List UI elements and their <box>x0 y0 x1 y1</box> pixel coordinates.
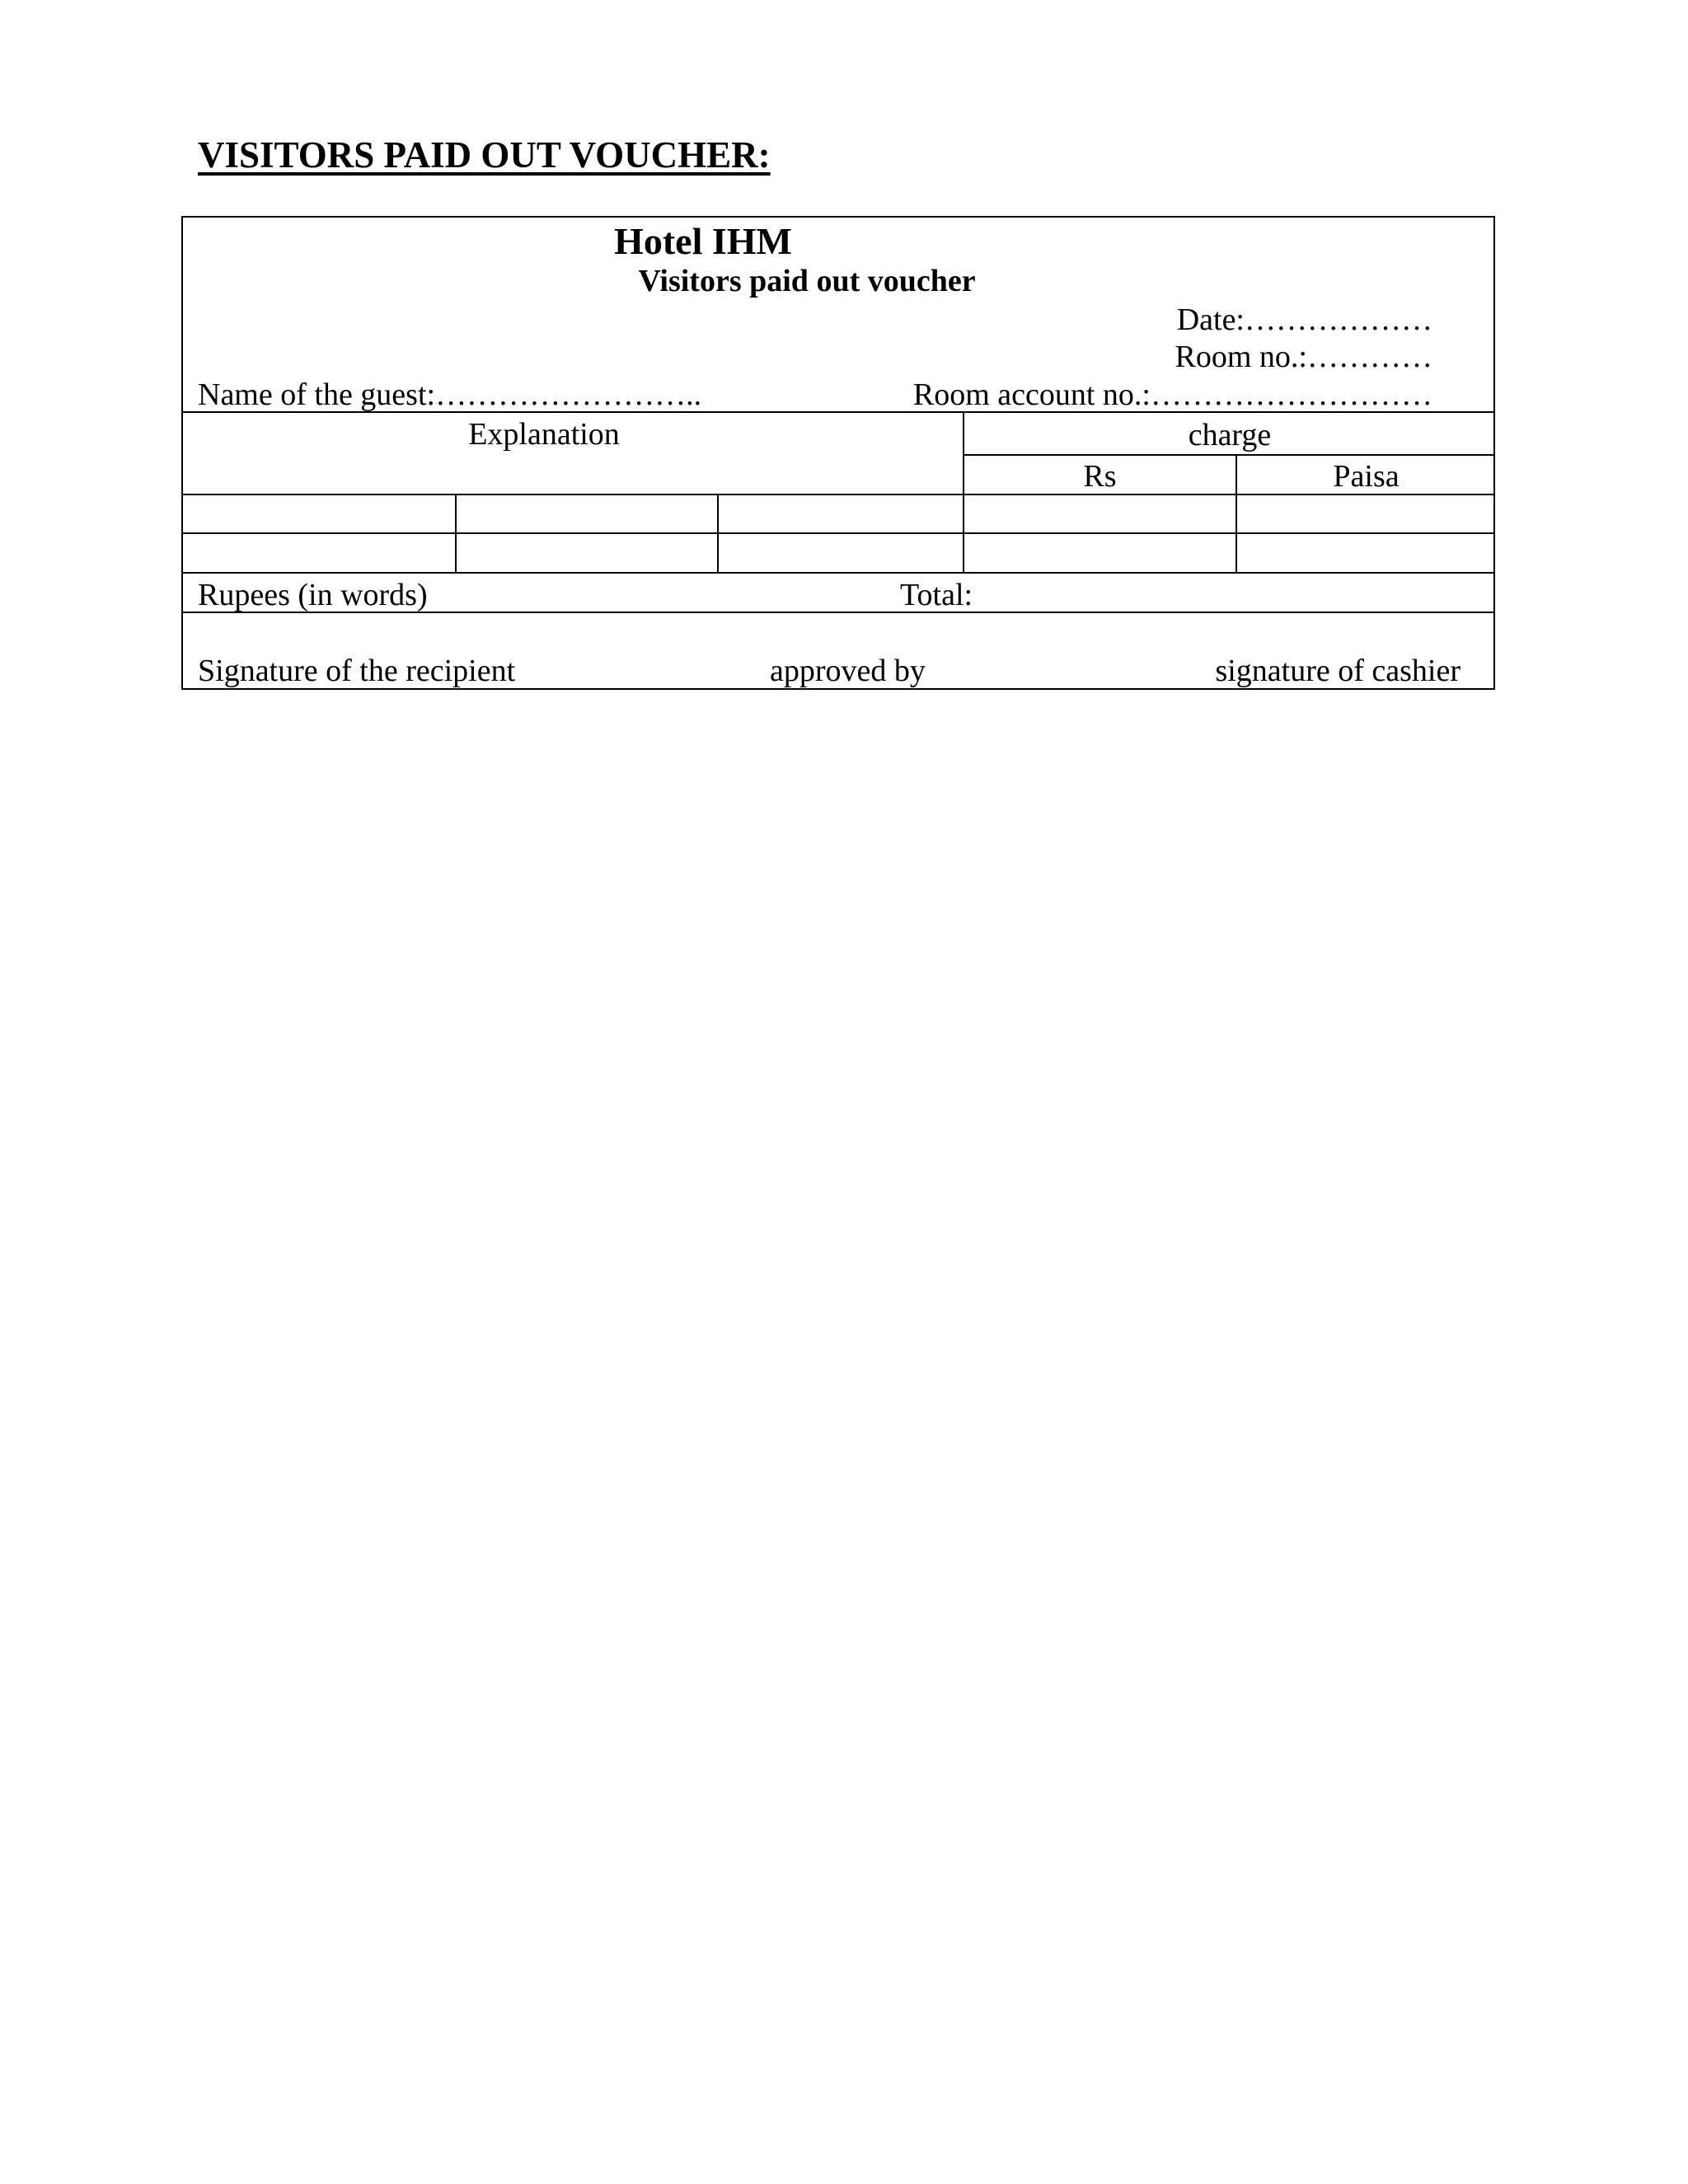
paisa-cell[interactable] <box>1237 495 1493 532</box>
date-field[interactable]: Date:……………… <box>1176 302 1432 337</box>
divider-charge-bottom <box>963 454 1495 456</box>
entry-cell[interactable] <box>183 495 455 532</box>
guest-name-field[interactable]: Name of the guest:…………………….. <box>198 377 702 412</box>
charge-header: charge <box>1188 418 1272 452</box>
voucher-title: Visitors paid out voucher <box>638 264 976 298</box>
explanation-header: Explanation <box>468 417 620 452</box>
signature-cashier-label: signature of cashier <box>1215 654 1461 688</box>
hotel-name: Hotel IHM <box>614 220 792 262</box>
rs-cell[interactable] <box>964 534 1236 572</box>
page-heading: VISITORS PAID OUT VOUCHER: <box>198 134 771 176</box>
paisa-cell[interactable] <box>1237 534 1493 572</box>
paisa-header: Paisa <box>1333 459 1400 494</box>
rs-cell[interactable] <box>964 495 1236 532</box>
room-no-field[interactable]: Room no.:………… <box>1175 340 1432 374</box>
rupees-in-words-label: Rupees (in words) <box>198 578 428 612</box>
entry-cell[interactable] <box>457 495 717 532</box>
total-label: Total: <box>900 578 973 612</box>
room-account-field[interactable]: Room account no.:……………………… <box>912 377 1432 412</box>
approved-by-label: approved by <box>770 654 926 688</box>
rs-header: Rs <box>1083 459 1117 494</box>
entry-cell[interactable] <box>457 534 717 572</box>
entry-cell[interactable] <box>719 495 963 532</box>
divider-row2-bottom <box>181 572 1495 574</box>
entry-cell[interactable] <box>719 534 963 572</box>
signature-recipient-label: Signature of the recipient <box>198 654 516 688</box>
entry-cell[interactable] <box>183 534 455 572</box>
